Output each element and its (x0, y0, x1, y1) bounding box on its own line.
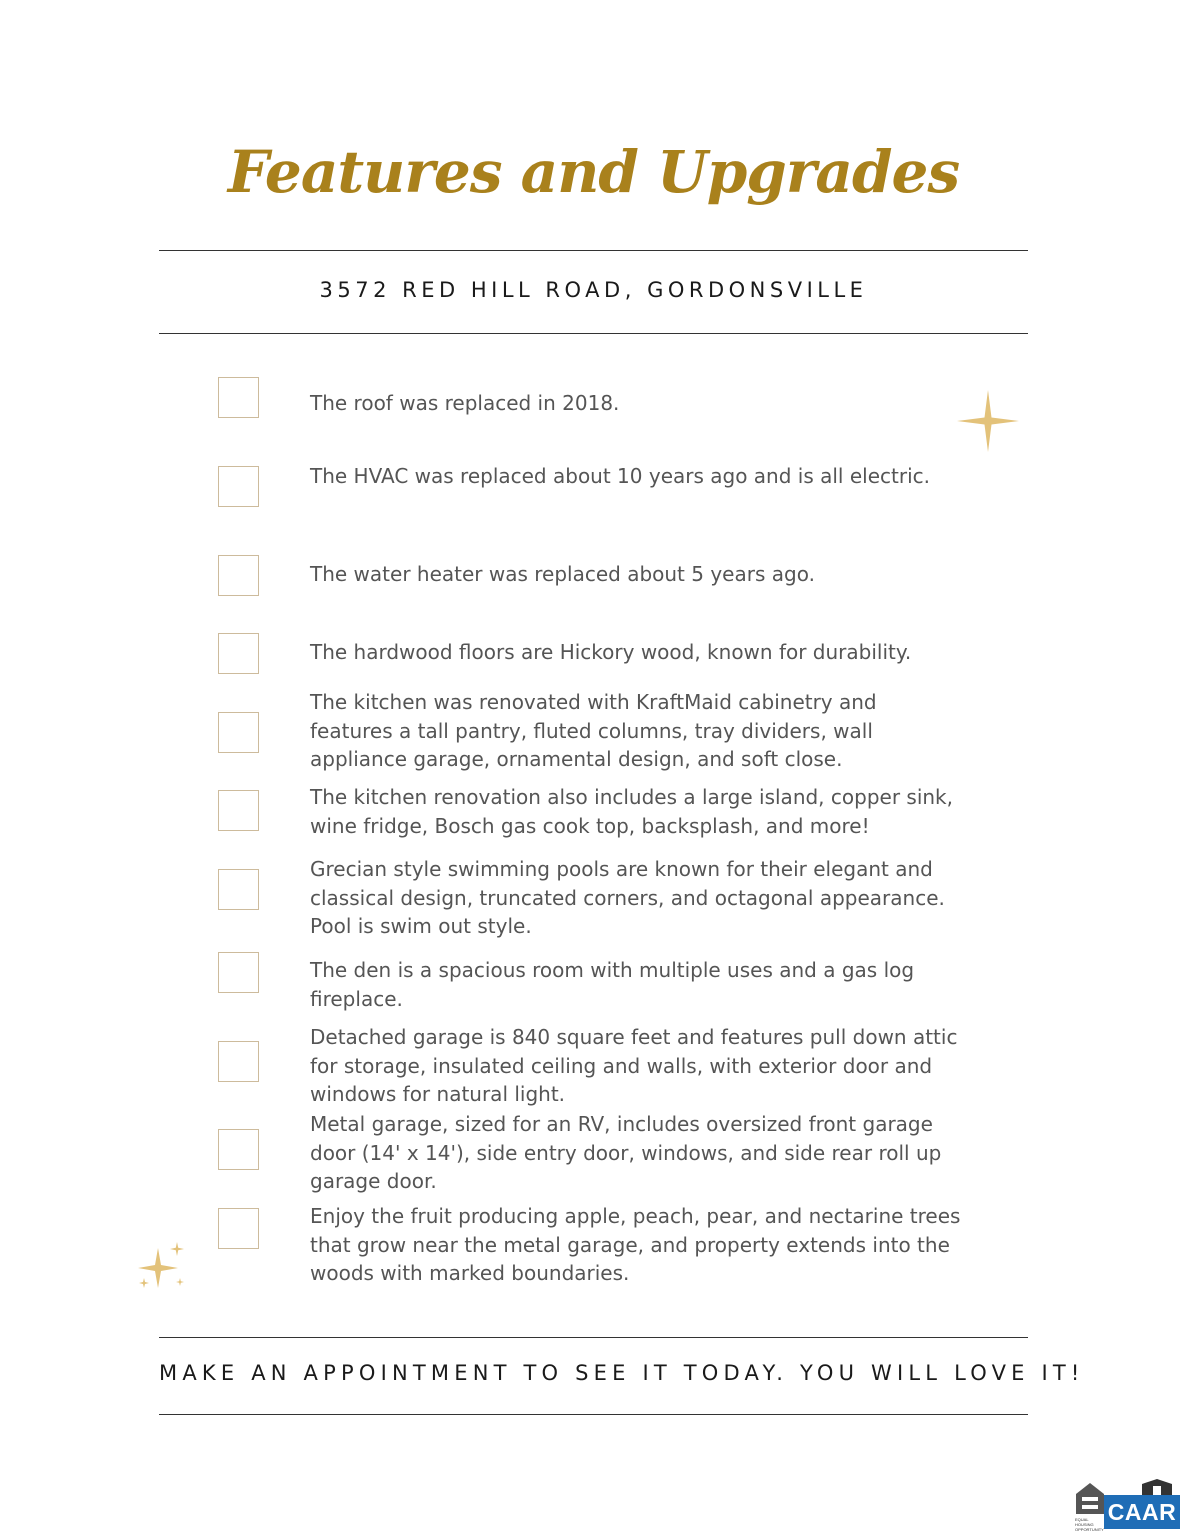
item-checkbox[interactable] (218, 1208, 259, 1249)
item-checkbox[interactable] (218, 1041, 259, 1082)
item-checkbox[interactable] (218, 952, 259, 993)
divider-address (159, 333, 1028, 334)
caar-logo: CAAR (1104, 1495, 1180, 1529)
list-item: The hardwood floors are Hickory wood, known for durability. (310, 640, 912, 664)
item-checkbox[interactable] (218, 633, 259, 674)
item-checkbox[interactable] (218, 790, 259, 831)
list-item: The den is a spacious room with multiple uses and a gas log fireplace. (310, 958, 915, 1011)
page-title: Features and Upgrades (227, 138, 960, 206)
divider-bottom (159, 1414, 1028, 1415)
list-item: Grecian style swimming pools are known for their elegant and classical design, truncated corners, and octagonal appearance. Pool is swim out style. (310, 857, 945, 938)
list-item: Enjoy the fruit producing apple, peach, pear, and nectarine trees that grow near the metal garage, and property extends into the woods with marked boundaries. (310, 1204, 961, 1285)
item-checkbox[interactable] (218, 712, 259, 753)
list-item: The roof was replaced in 2018. (310, 391, 620, 415)
item-checkbox[interactable] (218, 1129, 259, 1170)
item-checkbox[interactable] (218, 377, 259, 418)
call-to-action: MAKE AN APPOINTMENT TO SEE IT TODAY. YOU WILL LOVE IT! (159, 1361, 1085, 1385)
list-item: The water heater was replaced about 5 years ago. (310, 562, 815, 586)
list-item: Detached garage is 840 square feet and features pull down attic for storage, insulated ceiling and walls, with exterior door and windows for natural light. (310, 1025, 958, 1106)
equal-housing-text: EQUAL HOUSING OPPORTUNITY (1075, 1517, 1104, 1532)
list-item: The kitchen renovation also includes a large island, copper sink, wine fridge, Bosch gas cook top, backsplash, and more! (310, 785, 953, 838)
equal-housing-icon (1074, 1480, 1106, 1516)
divider-cta (159, 1337, 1028, 1338)
list-item: The HVAC was replaced about 10 years ago and is all electric. (310, 464, 930, 488)
item-checkbox[interactable] (218, 466, 259, 507)
item-checkbox[interactable] (218, 555, 259, 596)
list-item: The kitchen was renovated with KraftMaid cabinetry and features a tall pantry, fluted columns, tray dividers, wall appliance garage, ornamental design, and soft close. (310, 690, 877, 771)
sparkles-icon (134, 1238, 190, 1294)
divider-top (159, 250, 1028, 251)
list-item: Metal garage, sized for an RV, includes oversized front garage door (14' x 14'), side entry door, windows, and side rear roll up garage door. (310, 1112, 942, 1193)
property-address: 3572 RED HILL ROAD, GORDONSVILLE (319, 278, 868, 302)
item-checkbox[interactable] (218, 869, 259, 910)
